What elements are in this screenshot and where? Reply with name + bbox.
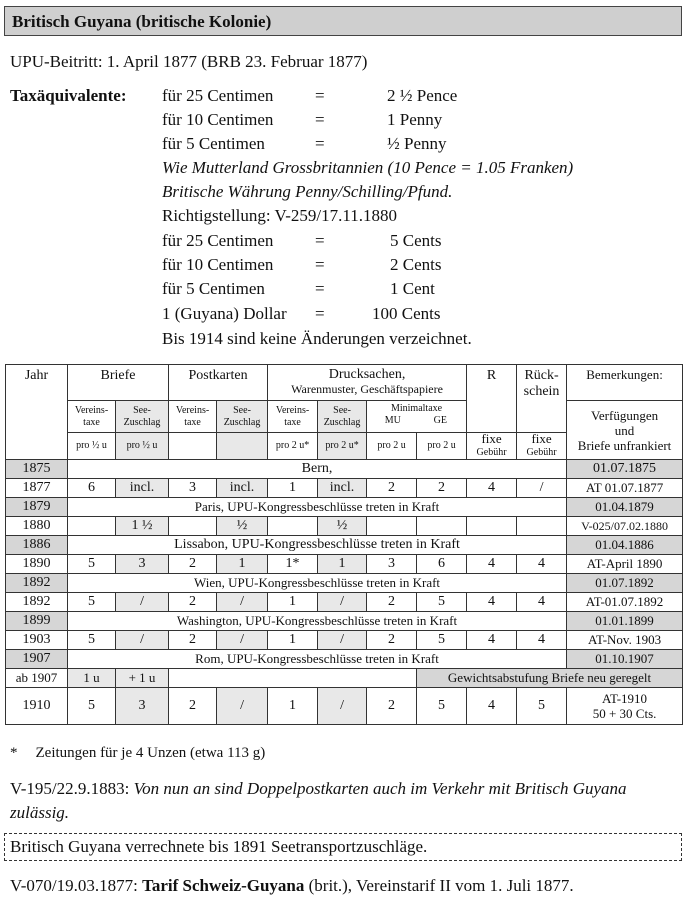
- table-row: 1875 Bern, 01.07.1875: [6, 460, 683, 479]
- tax-italic-note: Britische Währung Penny/Schilling/Pfund.: [162, 182, 453, 201]
- unit: pro ½ u: [116, 433, 169, 460]
- tax-italic-note: Wie Mutterland Grossbritannien (10 Pence = 1.05 Franken): [162, 158, 574, 177]
- table-row: 1910 5 3 2 / 1 / 2 5 4 5 AT-1910 50 + 30 Cts.: [6, 688, 683, 725]
- unit: [217, 433, 268, 460]
- table-row: 1886 Lissabon, UPU-Kongressbeschlüsse treten in Kraft 01.04.1886: [6, 536, 683, 555]
- h-seezuschlag: See- Zuschlag: [318, 401, 367, 433]
- unit: pro 2 u: [367, 433, 417, 460]
- table-row: 1892 5 / 2 / 1 / 2 5 4 4 AT-01.07.1892: [6, 593, 683, 612]
- section-header: Britisch Guyana (britische Kolonie): [4, 6, 682, 36]
- table-row: 1880 1 ½ ½ ½ V-025/07.02.1880: [6, 517, 683, 536]
- tax-remark: Bis 1914 sind keine Änderungen verzeichnet.: [162, 329, 472, 348]
- tax-label: Taxäquivalente:: [10, 86, 127, 105]
- h-seezuschlag: See- Zuschlag: [116, 401, 169, 433]
- h-minimaltaxe: Minimaltaxe MU GE: [367, 401, 467, 433]
- tariff-table: [5, 364, 683, 725]
- col-rueckschein: Rück- schein: [517, 365, 567, 433]
- footnote: * Zeitungen für je 4 Unzen (etwa 113 g): [10, 745, 266, 761]
- h-vereinstaxe: Vereins- taxe: [169, 401, 217, 433]
- unit: [169, 433, 217, 460]
- h-vereinstaxe: Vereins- taxe: [268, 401, 318, 433]
- col-r: R: [467, 365, 517, 433]
- unit: fixe Gebühr: [467, 433, 517, 460]
- tax-correction: Richtigstellung: V-259/17.11.1880: [162, 206, 398, 225]
- unit: fixe Gebühr: [517, 433, 567, 460]
- col-drucksachen: Drucksachen, Warenmuster, Geschäftspapiere: [268, 365, 467, 401]
- upu-accession: UPU-Beitritt: 1. April 1877 (BRB 23. Februar 1877): [10, 52, 368, 71]
- unit: pro 2 u*: [318, 433, 367, 460]
- unit: pro ½ u: [68, 433, 116, 460]
- table-row: 1907 Rom, UPU-Kongressbeschlüsse treten in Kraft 01.10.1907: [6, 650, 683, 669]
- col-jahr: Jahr: [6, 365, 68, 460]
- table-row: ab 1907 1 u + 1 u Gewichtsabstufung Briefe neu geregelt: [6, 669, 683, 688]
- tariff-note: V-070/19.03.1877: Tarif Schweiz-Guyana (brit.), Vereinstarif II vom 1. Juli 1877.: [10, 876, 574, 895]
- col-briefe: Briefe: [68, 365, 169, 401]
- col-postkarten: Postkarten: [169, 365, 268, 401]
- unit: pro 2 u: [417, 433, 467, 460]
- boxed-note: Britisch Guyana verrechnete bis 1891 Seetransportzuschläge.: [4, 833, 682, 861]
- h-seezuschlag: See- Zuschlag: [217, 401, 268, 433]
- table-row: 1879 Paris, UPU-Kongressbeschlüsse treten in Kraft 01.04.1879: [6, 498, 683, 517]
- decree-note: V-195/22.9.1883: Von nun an sind Doppelpostkarten auch im Verkehr mit Britisch Guyana zulässig.: [10, 779, 627, 822]
- h-vereinstaxe: Vereins- taxe: [68, 401, 116, 433]
- unit: pro 2 u*: [268, 433, 318, 460]
- table-row: 1892 Wien, UPU-Kongressbeschlüsse treten in Kraft 01.07.1892: [6, 574, 683, 593]
- table-row: 1899 Washington, UPU-Kongressbeschlüsse treten in Kraft 01.01.1899: [6, 612, 683, 631]
- h-verfuegungen: Verfügungen und Briefe unfrankiert: [567, 401, 683, 460]
- col-bemerkungen: Bemerkungen:: [567, 365, 683, 401]
- table-row: 1890 5 3 2 1 1* 1 3 6 4 4 AT-April 1890: [6, 555, 683, 574]
- table-row: 1903 5 / 2 / 1 / 2 5 4 4 AT-Nov. 1903: [6, 631, 683, 650]
- table-row: 1877 6 incl. 3 incl. 1 incl. 2 2 4 / AT 01.07.1877: [6, 479, 683, 498]
